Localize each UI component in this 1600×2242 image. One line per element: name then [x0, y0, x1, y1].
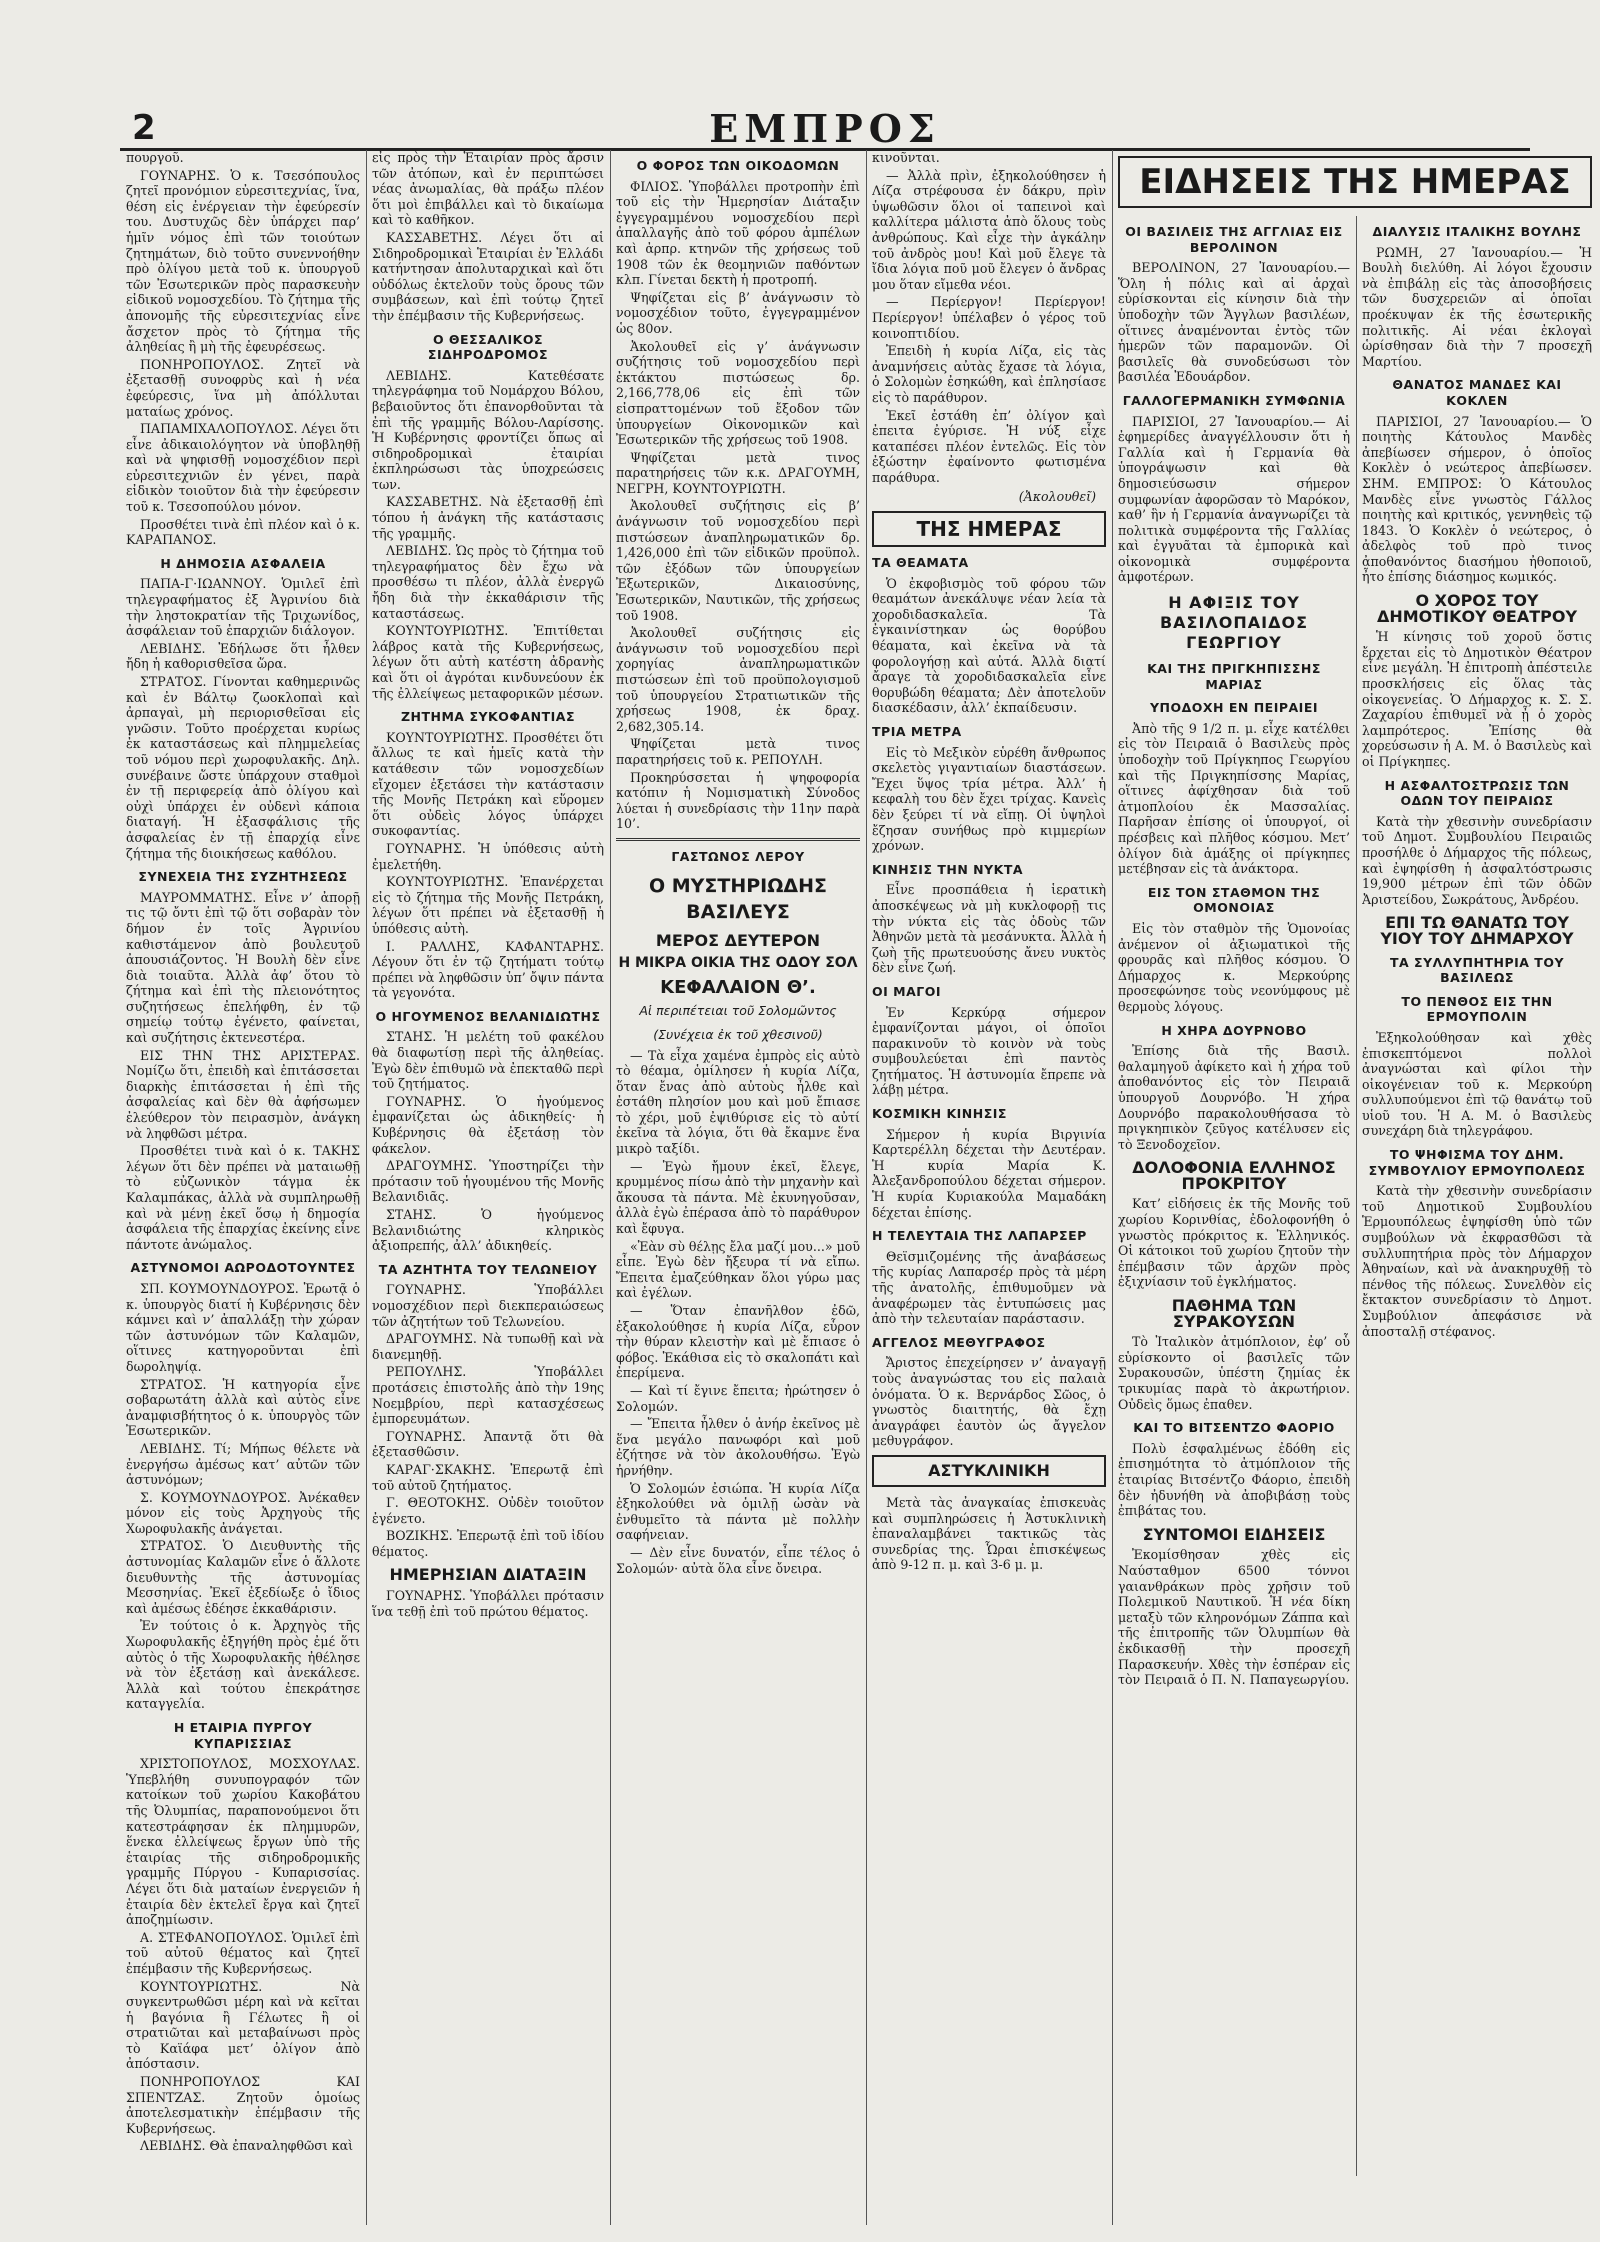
paragraph: Ἀπὸ τῆς 9 1/2 π. μ. εἶχε κατέλθει εἰς τὸν Πειραιᾶ ὁ Βασιλεὺς πρὸς ὑποδοχὴν τοῦ Πρίγκηπος Γεωργίου καὶ τῆς Πριγκηπίσσης Μαρίας, οἵτινες ἀφίχθησαν διὰ τοῦ ἀτμοπλοίου ἐκ Μασσαλίας. Παρῆσαν ἐπίσης οἱ ὑπουργοί, οἱ πρέσβεις καὶ πλῆθος κόσμου. Μετ’ ὀλίγον διὰ ἁμάξης οἱ πρίγκηπες μετέβησαν εἰς τὰ ἀνάκτορα.	[1118, 720, 1350, 877]
serial-title: Ο ΜΥΣΤΗΡΙΩΔΗΣ ΒΑΣΙΛΕΥΣ	[648, 874, 827, 923]
news-left-column	[1118, 216, 1350, 2176]
paragraph: Εἰς τὸ Μεξικὸν εὑρέθη ἄνθρωπος σκελετὸς γιγαντιαίων διαστάσεων. Ἔχει ὕψος τρία μέτρα. Ἀλλ’ ἡ κεφαλὴ του δὲν ἔχει τρίχας. Κανεὶς δὲν ξεύρει τί νὰ εἴπῃ. Οἱ ὑψηλοὶ ἔζησαν συνήθως πρὸ κιμμερίων χρόνων.	[872, 744, 1106, 854]
news-heading: ΔΟΛΟΦΟΝΙΑ ΕΛΛΗΝΟΣ ΠΡΟΚΡΙΤΟΥ	[1132, 1158, 1336, 1193]
news-subheading: ΤΑ ΣΥΛΛΥΠΗΤΗΡΙΑ ΤΟΥ ΒΑΣΙΛΕΩΣ	[1390, 954, 1564, 986]
news-subheading: ΚΑΙ ΤΗΣ ΠΡΙΓΚΗΠΙΣΣΗΣ ΜΑΡΙΑΣ	[1147, 661, 1321, 692]
column-1	[126, 150, 360, 2225]
news-subheading: ΤΟ ΠΕΝΘΟΣ ΕΙΣ ΤΗΝ ΕΡΜΟΥΠΟΛΙΝ	[1401, 993, 1553, 1025]
paragraph: ΣΤΡΑΤΟΣ. Γίνονται καθημερινῶς καὶ ἐν Βάλτῳ ζωοκλοπαὶ καὶ ἀρπαγαὶ, μὴ περιορισθεῖσαι εἰς γνῶσιν. Τοῦτο προέρχεται κυρίως ἐκ καταστάσεως καὶ πλημμελείας τοῦ νόμου περὶ χωροφυλακῆς. Δηλ. συνέβαινε ὥστε ὑπάρχουν σταθμοὶ ἐν τῇ περιφερείᾳ ἀπὸ ὀλίγου καὶ οὐχὶ ὑπάρχει ἐν οὐδενὶ κάποια διαταγή. Ἡ ἐξασφάλισις τῆς ἀσφαλείας ἐν τῇ ἐπαρχίᾳ εἶνε ζήτημα τῆς διοικήσεως καθόλου.	[126, 674, 360, 861]
paragraph: ΓΟΥΝΑΡΗΣ. Ὁ κ. Τσεσόπουλος ζητεῖ προνόμιον εὐρεσιτεχνίας, ἵνα, θέση εἰς ἐνέργειαν τὴν ἐφεύρεσίν του. Δυστυχῶς δὲν ὑπάρχει παρ’ ἡμῖν νόμος ἐπὶ τῶν τοιούτων ζητημάτων, διὸ τοῦτο συνεννοήθην πρὸ ὀλίγου μετὰ τοῦ κ. ὑπουργοῦ τῶν Ἐσωτερικῶν πρὸς παρασκευὴν εἰδικοῦ νομοσχεδίου. Τὸ ζήτημα τῆς ἀπονομῆς τῆς εὐρεσιτεχνίας εἶνε ἄσχετον πρὸς τὸ ζήτημα τῆς ἀληθείας ἢ μὴ τῆς ἐφευρέσεως.	[126, 167, 360, 355]
section-heading: Ο ΦΟΡΟΣ ΤΩΝ ΟΙΚΟΔΟΜΩΝ	[636, 158, 840, 173]
item-heading: ΚΙΝΗΣΙΣ ΤΗΝ ΝΥΚΤΑ	[872, 861, 1024, 877]
paragraph: ΜΑΥΡΟΜΜΑΤΗΣ. Εἶνε ν’ ἀπορῇ τις τῷ ὄντι ἐπὶ τῷ ὅτι σοβαρὰν τὸν δήμον ἐν τοῖς Ἀγρινίου καθιστάμενον ἀπὸ βουλευτοῦ ἀπουσιάζοντος. Ἡ Βουλὴ δὲν εἶνε διὰ τοιαῦτα. Ἀλλὰ ἀφ’ ὅτου τὸ ζήτημα καὶ ἐπὶ τὴς πλειονότητος συζητήσεως ἐπελήφθη, ἐν τῷ σημείῳ τούτῳ ἐγένετο, φαίνεται, καὶ συζήτησις ἐκτενεστέρα.	[126, 889, 360, 1046]
item-heading: ΟΙ ΜΑΓΟΙ	[872, 983, 941, 999]
paragraph: Ἐξηκολούθησαν καὶ χθὲς ἐπισκεπτόμενοι πολλοὶ ἀναγνώσται καὶ φίλοι τὴν οἰκογένειαν τοῦ κ. Μερκούρη συλλυπούμενοι ἐπὶ τῷ θανάτῳ τοῦ υἱοῦ του. Ἡ Α. Μ. ὁ Βασιλεὺς συνεχάρη διὰ τηλεγράφου.	[1362, 1029, 1592, 1139]
paragraph: ΚΟΥΝΤΟΥΡΙΩΤΗΣ. Ἐπιτίθεται λάβρος κατὰ τῆς Κυβερνήσεως, λέγων ὅτι αὐτὴ κατέστη ἀδρανὴς καὶ ὅτι οἱ ἀγρόται κινδυνεύουν ἐκ τῆς ἐλλείψεως μεταφορικῶν μέσων.	[372, 623, 604, 701]
news-heading: Η ΑΦΙΞΙΣ ΤΟΥ ΒΑΣΙΛΟΠΑΙΔΟΣ ΓΕΩΡΓΙΟΥ	[1159, 593, 1309, 653]
paragraph: — Δὲν εἶνε δυνατόν, εἶπε τέλος ὁ Σολομών· αὐτὰ ὅλα εἶνε ὄνειρα.	[616, 1544, 860, 1576]
serial-continuation: (Συνέχεια ἐκ τοῦ χθεσινοῦ)	[653, 1026, 823, 1042]
news-banner: ΕΙΔΗΣΕΙΣ ΤΗΣ ΗΜΕΡΑΣ	[1118, 156, 1592, 208]
paragraph: Ἀκολουθεῖ συζήτησις εἰς β’ ἀνάγνωσιν τοῦ νομοσχεδίου περὶ πιστώσεων ἀναπληρωματικῶν δρ. 1,426,000 ἐπὶ τῶν εἰδικῶν προϋπολ. τῶν ἐξόδων τῶν ὑπουργείων Ἐξωτερικῶν, Δικαιοσύνης, Ἐσωτερικῶν, Ναυτικῶν, τῆς χρήσεως τοῦ 1908.	[616, 498, 860, 623]
divider	[616, 838, 860, 841]
column-rule	[866, 150, 867, 2225]
paragraph: Προσθέτει τινὰ ἐπὶ πλέον καὶ ὁ κ. ΚΑΡΑΠΑΝΟΣ.	[126, 516, 360, 548]
paragraph: ΔΡΑΓΟΥΜΗΣ. Νὰ τυπωθῇ καὶ νὰ διανεμηθῇ.	[372, 1331, 604, 1362]
paragraph: ΔΡΑΓΟΥΜΗΣ. Ὑποστηρίζει τὴν πρότασιν τοῦ ἡγουμένου τῆς Μονῆς Βελανιδιᾶς.	[372, 1158, 604, 1205]
paragraph: ΒΕΡΟΛΙΝΟΝ, 27 Ἰανουαρίου.— Ὅλη ἡ πόλις καὶ αἱ ἀρχαὶ εὑρίσκονται εἰς κίνησιν διὰ τὴν ὑποδοχὴν τῶν Ἄγγλων βασιλέων, οἵτινες ἀναμένονται ἐντὸς τῶν ἡμερῶν τῶν παραμονῶν. Οἱ βασιλεῖς θὰ συνοδεύσωσι τὸν βασιλέα Ἐδουάρδον.	[1118, 260, 1350, 385]
paragraph: Μετὰ τὰς ἀναγκαίας ἐπισκευὰς καὶ συμπληρώσεις ἡ Ἀστυκλινικὴ ἐπαναλαμβάνει τακτικῶς τὰς συνεδρίας της. Ὧραι ἐπισκέψεως ἀπὸ 9-12 π. μ. καὶ 3-6 μ. μ.	[872, 1494, 1106, 1573]
column-3	[616, 150, 860, 2225]
section-heading: Η ΔΗΜΟΣΙΑ ΑΣΦΑΛΕΙΑ	[160, 555, 326, 571]
paragraph: ΚΑΣΣΑΒΕΤΗΣ. Νὰ ἐξετασθῇ ἐπὶ τόπου ἡ ἀνάγκη τῆς κατάστασις τῆς γραμμῆς.	[372, 494, 604, 541]
paragraph: ΓΟΥΝΑΡΗΣ. Ἀπαντᾷ ὅτι θὰ ἐξετασθῶσιν.	[372, 1428, 604, 1460]
paragraph: ΧΡΙΣΤΟΠΟΥΛΟΣ, ΜΟΣΧΟΥΛΑΣ. Ὑπεβλήθη συνυπογραφόν τῶν κατοίκων τοῦ χωρίου Κακοβάτου τῆς Ὀλυμπίας, παραπονούμενοι ὅτι κατεστράφησαν ἐκ πλημμυρῶν, ἕνεκα ἐλλείψεως ἔργων ὑπὸ τῆς ἑταιρίας τῆς σιδηροδρομικῆς γραμμῆς Πύργου - Κυπαρισσίας. Λέγει ὅτι διὰ ματαίων ἐνεργειῶν ἡ ἑταιρία δὲν ἐκτελεῖ ἔργα καὶ ζητεῖ ἀποζημίωσιν.	[126, 1756, 360, 1928]
news-heading: ΕΠΙ ΤΩ ΘΑΝΑΤΩ ΤΟΥ ΥΙΟΥ ΤΟΥ ΔΗΜΑΡΧΟΥ	[1380, 913, 1574, 948]
paragraph: Ι. ΡΑΛΛΗΣ, ΚΑΦΑΝΤΑΡΗΣ. Λέγουν ὅτι ἐν τῷ ζητήματι τούτῳ πρέπει νὰ ληφθῶσιν ὑπ’ ὄψιν πάντα τὰ γεγονότα.	[372, 938, 604, 1001]
paragraph: Ἀκολουθεῖ εἰς γ’ ἀνάγνωσιν συζήτησις τοῦ νομοσχεδίου περὶ ἐκτάκτου πιστώσεως δρ. 2,166,778,06 εἰς ἐπὶ τῶν εἰσπραττομένων τοῦ ἔξοδον τῶν ὑπουργείων Οἰκονομικῶν καὶ Ἐσωτερικῶν τῆς χρήσεως τοῦ 1908.	[616, 338, 860, 448]
news-heading: Η ΑΣΦΑΛΤΟΣΤΡΩΣΙΣ ΤΩΝ ΟΔΩΝ ΤΟΥ ΠΕΙΡΑΙΩΣ	[1384, 777, 1570, 809]
news-heading: ΣΥΝΤΟΜΟΙ ΕΙΔΗΣΕΙΣ	[1142, 1524, 1326, 1544]
paragraph: — Ἔπειτα ἦλθεν ὁ ἀνήρ ἐκεῖνος μὲ ἕνα μεγάλο πανωφόρι καὶ μοῦ ἐζήτησε νὰ τὸν ἀκολουθήσω. Ἐγὼ ἠρνήθην.	[616, 1416, 860, 1478]
column-rule	[1356, 216, 1357, 2176]
paragraph: ΡΩΜΗ, 27 Ἰανουαρίου.— Ἡ Βουλὴ διελύθη. Αἱ λόγοι ἔχουσιν νὰ ἐπιβάλῃ εἰς τὰς ἀποσοβήσεις τῶν δυσχερειῶν αἱ ὁποῖαι προέκυψαν ἐκ τῆς ἐσωτερικῆς πολιτικῆς. Αἱ νέαι ἐκλογαὶ ὡρίσθησαν διὰ τὴν 7 προσεχῆ Μαρτίου.	[1362, 244, 1592, 369]
column-rule	[1112, 150, 1113, 2225]
news-heading: ΟΙ ΒΑΣΙΛΕΙΣ ΤΗΣ ΑΓΓΛΙΑΣ ΕΙΣ ΒΕΡΟΛΙΝΟΝ	[1125, 224, 1343, 255]
paragraph: — Τὰ εἶχα χαμένα ἐμπρὸς εἰς αὐτὸ τὸ θέαμα, ὁμίλησεν ἡ κυρία Λίζα, ὅταν ἔνας ἀπὸ αὐτοὺς ἦλθε καὶ ἐστάθη πλησίον μου καὶ μοῦ ἔπιασε τὸ χέρι, μοῦ ἐψιθύρισε εἰς τὸ αὐτί ἐκεῖνα τὰ λόγια, ὅτι θὰ ἔκαμνε ἕνα μικρὸ ταξίδι.	[616, 1047, 860, 1157]
section-heading: ΗΜΕΡΗΣΙΑΝ ΔΙΑΤΑΞΙΝ	[389, 1565, 587, 1585]
paragraph: Τὸ Ἰταλικὸν ἀτμόπλοιον, ἐφ’ οὗ εὑρίσκοντο οἱ βασιλεῖς τῶν Συρακουσῶν, ὑπέστη ζημίας ἐκ τρικυμίας παρὰ τὸ ἀκρωτήριον. Οὐδεὶς ὅμως ἐπαθεν.	[1118, 1334, 1350, 1412]
to-be-continued: (Ἀκολουθεῖ)	[1018, 489, 1096, 505]
paragraph: Προσθέτει τινὰ καὶ ὁ κ. ΤΑΚΗΣ λέγων ὅτι δὲν πρέπει νὰ ματαιωθῇ τὸ εὐζωνικὸν τάγμα ἐκ Καλαμπάκας, ἀλλὰ νὰ συμπληρωθῇ καὶ νὰ μένῃ ἐκεῖ ὅσῳ ἡ δημοσία ἀσφάλεια τῆς ἐπαρχίας ἐκείνης εἶνε πάντοτε ἀνώμαλος.	[126, 1143, 360, 1252]
paragraph: ΚΑΣΣΑΒΕΤΗΣ. Λέγει ὅτι αἱ Σιδηροδρομικαὶ Ἑταιρίαι ἐν Ἑλλάδι κατήντησαν ἀπολυταρχικαὶ καὶ ὅτι οὐδόλως ἐκτελοῦν τοὺς ὅρους τῶν συμβάσεων, καὶ ἐπὶ τούτῳ ζητεῖ τὴν ἐπέμβασιν τῆς Κυβερνήσεως.	[372, 229, 604, 323]
paragraph: Κατ’ εἰδήσεις ἐκ τῆς Μονῆς τοῦ χωρίου Κορινθίας, ἐδολοφονήθη ὁ γνωστὸς πρόκριτος κ. Ἐλληνικός. Οἱ κάτοικοι τοῦ χωρίου ζητοῦν τὴν ἐπέμβασιν τῶν ἀρχῶν πρὸς ἐξιχνίασιν τοῦ ἐγκλήματος.	[1118, 1196, 1350, 1290]
paragraph: κινοῦνται.	[872, 150, 940, 165]
paragraph: — Καὶ τί ἔγινε ἔπειτα; ἠρώτησεν ὁ Σολομών.	[616, 1382, 860, 1414]
paragraph: Α. ΣΤΕΦΑΝΟΠΟΥΛΟΣ. Ὁμιλεῖ ἐπὶ τοῦ αὐτοῦ θέματος καὶ ζητεῖ ἐπέμβασιν τῆς Κυβερνήσεως.	[126, 1929, 360, 1976]
paragraph: ΛΕΒΙΔΗΣ. Ἐδήλωσε ὅτι ἦλθεν ἤδη ἡ καθορισθεῖσα ὥρα.	[126, 640, 360, 672]
serial-part: ΜΕΡΟΣ ΔΕΥΤΕΡΟΝ	[655, 930, 821, 950]
news-section	[1118, 150, 1592, 2225]
paragraph: Σ. ΚΟΥΜΟΥΝΔΟΥΡΟΣ. Ἀνέκαθεν μόνον εἰς τοὺς Ἀρχηγοὺς τῆς Χωροφυλακῆς ἀνάγεται.	[126, 1489, 360, 1536]
paragraph: ΚΟΥΝΤΟΥΡΙΩΤΗΣ. Νὰ συγκεντρωθῶσι μέρη καὶ νὰ κεῖται ἡ βαγόνια ἢ Γέλωτες ἢ οἱ στρατιῶται καὶ μεταβαίνωσι πρὸς τὸ Καϊάφα μετ’ ὀλίγον ἀπὸ ἀπόστασιν.	[126, 1978, 360, 2072]
column-4	[872, 150, 1106, 2225]
paragraph: Ψηφίζεται μετὰ τινος παρατηρήσεις τῶν κ.κ. ΔΡΑΓΟΥΜΗ, ΝΕΓΡΗ, ΚΟΥΝΤΟΥΡΙΩΤΗ.	[616, 449, 860, 496]
paragraph: ΛΕΒΙΔΗΣ. Ὡς πρὸς τὸ ζήτημα τοῦ τηλεγραφήματος δὲν ἔχω νὰ προσθέσω τι πλέον, ἀλλὰ ἐνεργῶ ἤδη διὰ τὴν ἐκκαθάρισιν τῆς καταστάσεως.	[372, 543, 604, 621]
paragraph: ΛΕΒΙΔΗΣ. Θὰ ἐπαναληφθῶσι καὶ	[140, 2138, 354, 2154]
paragraph: Ἀκολουθεῖ συζήτησις εἰς ἀνάγνωσιν τοῦ νομοσχεδίου περὶ χορηγίας ἀναπληρωματικῶν πιστώσεων ἐπὶ τοῦ προϋπολογισμοῦ τοῦ ὑπουργείου Στρατιωτικῶν τῆς χρήσεως 1908, ἐκ δραχ. 2,682,305.14.	[616, 625, 860, 734]
page-number: 2	[132, 108, 156, 148]
news-heading: Η ΧΗΡΑ ΔΟΥΡΝΟΒΟ	[1161, 1022, 1307, 1038]
paragraph: ΦΙΛΙΟΣ. Ὑποβάλλει προτροπὴν ἐπὶ τοῦ εἰς τὴν Ἡμερησίαν Διάταξιν ἐγγεγραμμένου νομοσχεδίου περὶ ἀπαλλαγῆς ἀπὸ τοῦ φόρου ἀμπέλων καὶ ἀρπρ. κτηνῶν τῆς χρήσεως τοῦ 1908 τῶν ἐκ θεομηνιῶν παθόντων κλπ. Γίνεται δεκτὴ ἡ προτροπή.	[616, 178, 860, 288]
serial-chapter: ΚΕΦΑΛΑΙΟΝ Θ’.	[660, 976, 816, 998]
item-heading: Η ΤΕΛΕΥΤΑΙΑ ΤΗΣ ΛΑΠΑΡΣΕΡ	[872, 1228, 1087, 1244]
item-heading: ΚΟΣΜΙΚΗ ΚΙΝΗΣΙΣ	[872, 1106, 1007, 1122]
paragraph: — Περίεργον! Περίεργον! Περίεργον! ὑπέλαβεν ὁ γέρος τοῦ κοινοπτιδίου.	[872, 294, 1106, 341]
section-heading: ΤΑ ΑΖΗΤΗΤΑ ΤΟΥ ΤΕΛΩΝΕΙΟΥ	[378, 1261, 598, 1277]
paragraph: — Ὅταν ἐπανῆλθον ἐδῶ, ἐξακολούθησε ἡ κυρία Λίζα, εὗρον τὴν θύραν κλειστὴν καὶ μὲ ἔπιασε ὁ φόβος. Ἐκάθισα εἰς τὸ σκαλοπάτι καὶ ἐπερίμενα.	[616, 1303, 860, 1381]
column-2	[372, 150, 604, 2225]
paragraph: ΓΟΥΝΑΡΗΣ. Ὑποβάλλει νομοσχέδιον περὶ διεκπεραιώσεως τῶν ἀζητήτων τοῦ Τελωνείου.	[372, 1282, 604, 1329]
paragraph: πουργοῦ.	[126, 150, 184, 165]
news-heading: ΘΑΝΑΤΟΣ ΜΑΝΔΕΣ ΚΑΙ ΚΟΚΛΕΝ	[1392, 377, 1562, 408]
paragraph: Ἡ κίνησις τοῦ χοροῦ ὅστις ἔρχεται εἰς τὸ Δημοτικὸν Θέατρον εἶνε μεγάλη. Ἡ ἐπιτροπὴ ἀπέστειλε προσκλήσεις εἰς ὅλας τὰς οἰκογενείας. Ὁ Δήμαρχος κ. Σ. Σ. Ζαχαρίου ἐπιθυμεῖ νὰ ᾖ ὁ χορὸς λαμπρότερος. Ἐπίσης θὰ χορεύσωσιν ἡ Α. Μ. ὁ Βασιλεὺς καὶ οἱ Πρίγκηπες.	[1362, 629, 1592, 769]
column-rule	[610, 150, 611, 2225]
news-heading: ΠΑΘΗΜΑ ΤΩΝ ΣΥΡΑΚΟΥΣΩΝ	[1171, 1296, 1297, 1331]
paragraph: ΚΟΥΝΤΟΥΡΙΩΤΗΣ. Προσθέτει ὅτι ἄλλως τε καὶ ἡμεῖς κατὰ τὴν κατάθεσιν τῶν νομοσχεδίων εἴχομεν ἐξετάσει τὴν κατάστασιν τῆς Μονῆς Πετράκη καὶ εὕρομεν ὅτι οὐδεὶς λόγος ὑπάρχει συκοφαντίας.	[372, 729, 604, 839]
serial-subtitle: Αἱ περιπέτειαι τοῦ Σολομῶντος	[639, 1003, 837, 1019]
serial-chapter-title: Η ΜΙΚΡΑ ΟΙΚΙΑ ΤΗΣ ΟΔΟΥ ΣΟΛ	[618, 955, 858, 972]
paragraph: Ἐκεῖ ἐστάθη ἐπ’ ὀλίγον καὶ ἐπειτα ἐγύρισε. Ἡ νύξ εἶχε καταπέσει πλέον ἐντελῶς. Εἰς τὸν ἐξώστην ἐφαίνοντο φωτισμένα παράθυρα.	[872, 407, 1106, 485]
paragraph: ΣΤΑΗΣ. Ὁ ἡγούμενος Βελανιδιώτης κληρικὸς ἀξιοπρεπής, ἀλλ’ ἀδικηθείς.	[372, 1207, 604, 1254]
paragraph: εἰς πρὸς τὴν Ἑταιρίαν πρὸς ἄρσιν τῶν ἀτόπων, καὶ ἐν περιπτώσει νέας ἀνωμαλίας, θὰ πράξω πλέον ὅτι μοὶ ἐπιβάλλει καὶ τὸ δικαίωμα καὶ τὸ καθῆκον.	[372, 150, 604, 228]
paragraph: Πολὺ ἐσφαλμένως ἐδόθη εἰς ἐπισημότητα τὸ ἀτμόπλοιον τῆς ἑταιρίας Βιτσέντζο Φάοριο, ἐπειδὴ δὲν ἠδυνήθη νὰ ἀποβιβάσῃ τοὺς ἐπιβάτας του.	[1118, 1440, 1350, 1519]
section-heading: ΑΣΤΥΝΟΜΟΙ ΑΩΡΟΔΟΤΟΥΝΤΕΣ	[130, 1260, 356, 1276]
paragraph: Γ. ΘΕΟΤΟΚΗΣ. Οὐδὲν τοιοῦτον ἐγένετο.	[372, 1495, 604, 1526]
news-subheading: ΥΠΟΔΟΧΗ ΕΝ ΠΕΙΡΑΙΕΙ	[1149, 700, 1319, 716]
news-heading: ΤΟ ΨΗΦΙΣΜΑ ΤΟΥ ΔΗΜ. ΣΥΜΒΟΥΛΙΟΥ ΕΡΜΟΥΠΟΛΕΩΣ	[1368, 1147, 1586, 1178]
section-heading: Ο ΗΓΟΥΜΕΝΟΣ ΒΕΛΑΝΙΔΙΩΤΗΣ	[375, 1008, 601, 1024]
paragraph: ΛΕΒΙΔΗΣ. Κατεθέσατε τηλεγράφημα τοῦ Νομάρχου Βόλου, βεβαιοῦντος ὅτι ἐπανορθοῦνται τὰ ἐπὶ τῆς γραμμῆς Βόλου-Λαρίσσης. Ἡ Κυβέρνησις φροντίζει ὅπως αἱ σιδηροδρομικαὶ ἐταιρίαι ἐκπληρώσωσι τὰς ὑποχρεώσεις των.	[372, 367, 604, 492]
paragraph: ΣΤΑΗΣ. Ἡ μελέτη τοῦ φακέλου θὰ διαφωτίσῃ περὶ τῆς ἀληθείας. Ἐγὼ δὲν ἐπιθυμῶ νὰ ἐπεκταθῶ περὶ τοῦ ζητήματος.	[372, 1029, 604, 1092]
paragraph: Θεϊσμιζομένης τῆς ἀναβάσεως τῆς κυρίας Λαπαρσέρ πρὸς τὰ μέρη τῆς ἀνατολῆς, ἐπιθυμοῦμεν νὰ ἀναφέρωμεν τὰς ἐντυπώσεις μας ἀπὸ τὴν τελευταίαν παράστασιν.	[872, 1248, 1106, 1327]
paragraph: ΓΟΥΝΑΡΗΣ. Ὁ ἡγούμενος ἐμφανίζεται ὡς ἀδικηθείς· ἡ Κυβέρνησις θὰ ἐξετάσῃ τὸν φάκελον.	[372, 1093, 604, 1156]
paragraph: ΛΕΒΙΔΗΣ. Τί; Μήπως θέλετε νὰ ἐνεργήσω ἀμέσως κατ’ αὐτῶν τῶν ἀστυνόμων;	[126, 1440, 360, 1488]
news-heading: ΔΙΑΛΥΣΙΣ ΙΤΑΛΙΚΗΣ ΒΟΥΛΗΣ	[1372, 224, 1582, 239]
paragraph: ΠΑΡΙΣΙΟΙ, 27 Ἰανουαρίου.— Ὁ ποιητὴς Κάτουλος Μανδὲς ἀπεβίωσεν σήμερον, ὁ ὁποῖος Κοκλὲν ὁ νεώτερος ἀπεβίωσεν. ΣΗΜ. ΕΜΠΡΟΣ: Ὁ Κάτουλος Μανδὲς εἶνε γνωστὸς Γάλλος ποιητὴς καὶ κριτικός, γεννηθεὶς τῷ 1843. Ὁ Κοκλὲν ὁ νεώτερος, ὁ ἀδελφὸς τοῦ πρὸ τινος ἀποθανόντος διασήμου ἠθοποιοῦ, ἦτο ἐπίσης διάσημος κωμικός.	[1362, 413, 1592, 585]
paragraph: ΓΟΥΝΑΡΗΣ. Ἡ ὑπόθεσις αὐτὴ ἐμελετήθη.	[372, 840, 604, 872]
section-heading: ΣΥΝΕΧΕΙΑ ΤΗΣ ΣΥΖΗΤΗΣΕΩΣ	[138, 869, 348, 885]
section-heading: Η ΕΤΑΙΡΙΑ ΠΥΡΓΟΥ ΚΥΠΑΡΙΣΣΙΑΣ	[173, 1720, 313, 1751]
paragraph: Ἄριστος ἐπεχείρησεν ν’ ἀναγαγῇ τοὺς ἀναγνώστας του εἰς παλαιὰ ὀνόματα. Ὁ κ. Βερνάρδος Σῶος, ὁ γνωστὸς διαιτητής, θὰ ἔχῃ ἀναγράφει ἑαυτὸν ὡς ἄγγελον μεθυγράφον.	[872, 1355, 1106, 1449]
paragraph: — Ἀλλὰ πρὶν, ἐξηκολούθησεν ἡ Λίζα στρέφουσα ἐν δάκρυ, πρὶν ὑψωθῶσιν ὅλοι οἱ ταπεινοὶ καὶ καλλίτερα μάλιστα ἀπὸ ὅλους τοὺς ἀνθρώπους. Καὶ εἶχε τὴν ἀγκάλην τοῦ ἀνδρὸς μου! Καὶ μοῦ ἔλεγε τὰ ἴδια λόγια ποῦ μοῦ ἔλεγεν ὁ ἄνδρας μου ὅταν εἴμεθα νέοι.	[872, 167, 1106, 292]
section-heading: ΑΣΤΥΚΛΙΝΙΚΗ	[872, 1455, 1106, 1487]
paragraph: Ὁ ἐκφοβισμὸς τοῦ φόρου τῶν θεαμάτων ἀνεκάλυψε νέαν λεία τὰ χοροδιδασκαλεῖα. Τὰ ἐγκαινίστηκαν ὡς θορύβου θέαματα, καὶ ἐκεῖνα νὰ τὰ φορολογήσῃ καὶ αὐτά. Ἀλλὰ διατί ἄραγε τὰ χοροδιδασκαλεῖα εἶνε θορυβώδη θέαματα; Δὲν ἀποτελοῦν διασκέδασιν, ἀλλ’ ἐκπαίδευσιν.	[872, 575, 1106, 716]
paragraph: ΠΟΝΗΡΟΠΟΥΛΟΣ. Ζητεῖ νὰ ἐξετασθῇ συνοφρὺς καὶ ἡ νέα ἐφεύρεσις, ἵνα μὴ ἀπόλλυται ματαίως χρόνος.	[126, 356, 360, 419]
paragraph: ΕΙΣ ΤΗΝ ΤΗΣ ΑΡΙΣΤΕΡΑΣ. Νομίζω ὅτι, ἐπειδὴ καὶ ἐπιτάσσεται διαρκὴς ἐπιτάσσεται ἡ ἐπὶ τῆς ἀσφαλείας καὶ δὲν θὰ ἀφήσωμεν ἐλεύθερον τὸν πειρασμὸν, ἀνάγκη νὰ ληφθῶσι μέτρα.	[126, 1047, 360, 1141]
paragraph: Ἐν Κερκύρᾳ σήμερον ἐμφανίζονται μάγοι, οἱ ὁποῖοι παρακινοῦν τὸ κοινὸν νὰ τοὺς συμβουλεύεται ἐπὶ παντὸς ζητήματος. Ἡ ἀστυνομία ἔπρεπε νὰ λάβῃ μέτρα.	[872, 1004, 1106, 1098]
serial-author: ΓΑΣΤΩΝΟΣ ΛΕΡΟΥ	[671, 848, 805, 864]
paragraph: — Ἐγὼ ἤμουν ἐκεῖ, ἔλεγε, κρυμμένος πίσω ἀπὸ τὴν μηχανὴν καὶ ἄκουσα τὰ πάντα. Μὲ ἐκυνηγοῦσαν, ἀλλὰ ἐγὼ ἐπέρασα ἀπὸ τὸ παράθυρον καὶ ἔφυγα.	[616, 1158, 860, 1237]
news-columns	[1118, 216, 1592, 2176]
paragraph: ΚΟΥΝΤΟΥΡΙΩΤΗΣ. Ἐπανέρχεται εἰς τὸ ζήτημα τῆς Μονῆς Πετράκη, λέγων ὅτι πρέπει νὰ ἐξετασθῇ ἡ ὑπόθεσις αὐτὴ.	[372, 874, 604, 936]
column-title: ΤΗΣ ΗΜΕΡΑΣ	[872, 511, 1106, 547]
paragraph: ΣΠ. ΚΟΥΜΟΥΝΔΟΥΡΟΣ. Ἐρωτᾷ ὁ κ. ὑπουργὸς διατί ἡ Κυβέρνησις δὲν κάμνει καὶ ν’ ἀπαλλάξῃ τὴν χώραν τῶν ἀστυνόμων τῶν Καλαμῶν, οἵτινες κατηγοροῦνται ἐπὶ δωροληψίᾳ.	[126, 1280, 360, 1374]
news-heading: ΕΙΣ ΤΟΝ ΣΤΑΘΜΟΝ ΤΗΣ ΟΜΟΝΟΙΑΣ	[1147, 884, 1321, 916]
paragraph: Κατὰ τὴν χθεσινὴν συνεδρίασιν τοῦ Δημοτ. Συμβουλίου Πειραιῶς προσήλθε ὁ Δήμαρχος τῆς πόλεως, καὶ ἐψηφίσθη ἡ ἀσφαλτόστρωσις 19,900 μέτρων ἐπὶ τῶν ὁδῶν Ἀριστείδου, Σωκράτους, Ἀνδρέου.	[1362, 813, 1592, 907]
news-right-column	[1362, 216, 1592, 2176]
column-rule	[366, 150, 367, 2225]
paragraph: Ἐπίσης διὰ τῆς Βασιλ. θαλαμηγοῦ ἀφίκετο καὶ ἡ χήρα τοῦ ἀποθανόντος εἰς τὸν Πειραιᾶ ὑπουργοῦ Δουρνόβο. Ἡ χήρα Δουρνόβο παρακολουθήσασα τὸ πριγκηπικὸν ζεῦγος κατέλυσεν εἰς τὸ Ξενοδοχεῖον.	[1118, 1043, 1350, 1152]
paragraph: ΓΟΥΝΑΡΗΣ. Ὑποβάλλει πρότασιν ἵνα τεθῇ ἐπὶ τοῦ πρώτου θέματος.	[372, 1588, 604, 1619]
news-heading: Ο ΧΟΡΟΣ ΤΟΥ ΔΗΜΟΤΙΚΟΥ ΘΕΑΤΡΟΥ	[1376, 591, 1578, 626]
paragraph: Εἶνε προσπάθεια ἡ ἱερατικὴ ἀποσκέψεως νὰ μὴ κυκλοφορῇ τις τὴν νύκτα εἰς τὰς ὁδοὺς τῶν Ἀθηνῶν μετὰ τὰ μεσάνυκτα. Ἀλλὰ ἡ ζωὴ τῆς πρωτευούσης ἄνευ νυκτὸς δὲν εἶνε ζωή.	[872, 882, 1106, 976]
paragraph: Κατὰ τὴν χθεσινὴν συνεδρίασιν τοῦ Δημοτικοῦ Συμβουλίου Ἑρμουπόλεως ἐψηφίσθη ὑπὸ τῶν συμβούλων νὰ ἐκφρασθῶσι τὰ συλλυπητήρια πρὸς τὸν Δήμαρχον Ἀθηναίων, καὶ νὰ ἀνακηρυχθῇ τὸ πένθος τῆς πόλεως. Συνελθὸν εἰς ἔκτακτον συνεδρίασιν τὸ Δημοτ. Συμβούλιον ἀπεφάσισε νὰ ἀποσταλῇ στέφανος.	[1362, 1183, 1592, 1339]
paragraph: Σήμερον ἡ κυρία Βιργινία Καρτερέλλη δέχεται τὴν Δευτέραν. Ἡ κυρία Μαρία Κ. Ἀλεξανδροπούλου δέχεται σήμερον. Ἡ κυρία Κυριακούλα Μαμαδάκη δέχεται ἐπίσης.	[872, 1126, 1106, 1220]
paragraph: ΣΤΡΑΤΟΣ. Ὁ Διευθυντὴς τῆς ἀστυνομίας Καλαμῶν εἶνε ὁ ἄλλοτε διευθυντὴς τῆς ἀστυνομίας Μεσσηνίας. Ἐκεῖ ἐξεδίωξε ὁ ἴδιος καὶ ἀμέσως ἐδέησε ἐκκαθάρισιν.	[126, 1538, 360, 1616]
newspaper-title: ΕΜΠΡΟΣ	[709, 106, 941, 151]
item-heading: ΤΑ ΘΕΑΜΑΤΑ	[872, 555, 969, 571]
paragraph: Ἐπειδὴ ἡ κυρία Λίζα, εἰς τὰς ἀναμνήσεις αὐτὰς ἔχασε τὰ λόγια, ὁ Σολομὼν ἐσηκώθη, καὶ ἐπλησίασε εἰς τὸ παράθυρον.	[872, 343, 1106, 405]
paragraph: ΡΕΠΟΥΛΗΣ. Ὑποβάλλει προτάσεις ἐπιστολῆς ἀπὸ τὴν 19ης Νοεμβρίου, περὶ κατασχέσεως ἐμπορευμάτων.	[372, 1364, 604, 1427]
news-heading: ΚΑΙ ΤΟ ΒΙΤΣΕΝΤΖΟ ΦΑΟΡΙΟ	[1133, 1420, 1335, 1436]
section-heading: Ο ΘΕΣΣΑΛΙΚΟΣ ΣΙΔΗΡΟΔΡΟΜΟΣ	[427, 331, 549, 363]
paragraph: Ψηφίζεται εἰς β’ ἀνάγνωσιν τὸ νομοσχέδιον τοῦτο, ἐγγεγραμμένον ὡς 80ον.	[616, 289, 860, 336]
paragraph: Ἐκομίσθησαν χθὲς εἰς Ναύσταθμον 6500 τόννοι γαιανθράκων πρὸς χρῆσιν τοῦ Πολεμικοῦ Ναυτικοῦ. Ἡ νέα δίκη μεταξὺ τῶν κληρονόμων Ζάππα καὶ τῆς ἐπιτροπῆς τῶν Ὀλυμπίων θὰ ἐκδικασθῇ τὴν προσεχῆ Παρασκευήν. Χθὲς τὴν ἑσπέραν εἰς τὸν Πειραιᾶ ὁ Π. Ν. Παπαγεωργίου.	[1118, 1547, 1350, 1688]
paragraph: Ὁ Σολομών ἐσιώπα. Ἡ κυρία Λίζα ἐξηκολούθει νὰ ὁμιλῇ ὡσὰν νὰ ἐνθυμεῖτο τὰ πάντα μὲ πολλὴν σαφήνειαν.	[616, 1480, 860, 1543]
section-heading: ΖΗΤΗΜΑ ΣΥΚΟΦΑΝΤΙΑΣ	[400, 709, 576, 725]
paragraph: Ψηφίζεται μετὰ τινος παρατηρήσεις τοῦ κ. ΡΕΠΟΥΛΗ.	[616, 736, 860, 767]
paragraph: ΒΟΖΙΚΗΣ. Ἐπερωτᾷ ἐπὶ τοῦ ἰδίου θέματος.	[372, 1528, 604, 1559]
paragraph: ΠΑΠΑΜΙΧΑΛΟΠΟΥΛΟΣ. Λέγει ὅτι εἶνε ἀδικαιολόγητον νὰ ὑποβληθῇ καὶ νὰ ψηφισθῇ νομοσχέδιον περὶ εὐρεσιτεχνιῶν ἐν γένει, παρὰ εἰδικὸν τοιοῦτον διὰ τὴν ἐφεύρεσιν τοῦ κ. Τσεσοπούλου μόνον.	[126, 421, 360, 515]
paragraph: ΠΑΡΙΣΙΟΙ, 27 Ἰανουαρίου.— Αἱ ἐφημερίδες ἀναγγέλλουσιν ὅτι ἡ Γαλλία καὶ ἡ Γερμανία θὰ ὑπογράψωσιν καὶ θὰ δημοσιεύσωσιν σήμερον συμφωνίαν ἀφορῶσαν τὸ Μαρόκον, καθ’ ἣν ἡ Γερμανία ἀναγνωρίζει τὰ πολιτικὰ συμφέροντα τῆς Γαλλίας καὶ ἐγγυᾶται τὰ ἐμπορικὰ καὶ οἰκονομικὰ συμφέροντα ἀμφοτέρων.	[1118, 413, 1350, 585]
paragraph: Εἰς τὸν σταθμὸν τῆς Ὁμονοίας ἀνέμενον οἱ ἀξιωματικοὶ τῆς φρουρᾶς καὶ πλῆθος κόσμου. Ὁ Δήμαρχος κ. Μερκούρης προσεφώνησε τοὺς νεονύμφους μὲ θερμοὺς λόγους.	[1118, 920, 1350, 1014]
paragraph: «Ἐὰν σὺ θέλῃς ἔλα μαζί μου...» μοῦ εἶπε. Ἐγὼ δὲν ἤξευρα τί νὰ εἴπω. Ἔπειτα ἐμαζεύθηκαν ὅλοι γύρω μας καὶ ἐγέλων.	[616, 1238, 860, 1301]
paragraph: ΠΟΝΗΡΟΠΟΥΛΟΣ ΚΑΙ ΣΠΕΝΤΖΑΣ. Ζητοῦν ὁμοίως ἀποτελεσματικὴν ἐπέμβασιν τῆς Κυβερνήσεως.	[126, 2074, 360, 2136]
paragraph: ΚΑΡΑΓ·ΣΚΑΚΗΣ. Ἐπερωτᾷ ἐπὶ τοῦ αὐτοῦ ζητήματος.	[372, 1461, 604, 1493]
paragraph: ΣΤΡΑΤΟΣ. Ἡ κατηγορία εἶνε σοβαρωτάτη ἀλλὰ καὶ αὐτὸς εἶνε ἀναμφισβήτητος ὁ κ. ὑπουργὸς τῶν Ἐσωτερικῶν.	[126, 1376, 360, 1439]
paragraph: ΠΑΠΑ-Γ·ΙΩΑΝΝΟΥ. Ὁμιλεῖ ἐπὶ τηλεγραφήματος ἐξ Ἀγρινίου διὰ τὴν ληστοκρατίαν τῆς Τριχωνίδος, ἀσφάλειαν τοῦ ἐπαρχιῶν διάλογον.	[126, 576, 360, 639]
news-heading: ΓΑΛΛΟΓΕΡΜΑΝΙΚΗ ΣΥΜΦΩΝΙΑ	[1122, 392, 1346, 408]
paragraph: Ἐν τούτοις ὁ κ. Ἀρχηγὸς τῆς Χωροφυλακῆς ἐξηγήθη πρὸς ἐμέ ὅτι αὐτὸς ὁ τῆς Χωροφυλακῆς ἠθέλησε νὰ τὸν ἐξετάσῃ καὶ ἀνεκάλεσε. Ἀλλὰ καὶ τούτου ἐπεκράτησε καταγγελία.	[126, 1618, 360, 1712]
masthead	[120, 106, 1530, 151]
item-heading: ΑΓΓΕΛΟΣ ΜΕΘΥΓΡΑΦΟΣ	[872, 1334, 1046, 1350]
item-heading: ΤΡΙΑ ΜΕΤΡΑ	[872, 724, 962, 739]
paragraph: Προκηρύσσεται ἡ ψηφοφορία κατόπιν ἡ Νομισματικὴ Σύνοδος λύεται ἡ συνεδρίασις τὴν 11ην παρὰ 10’.	[616, 769, 860, 832]
